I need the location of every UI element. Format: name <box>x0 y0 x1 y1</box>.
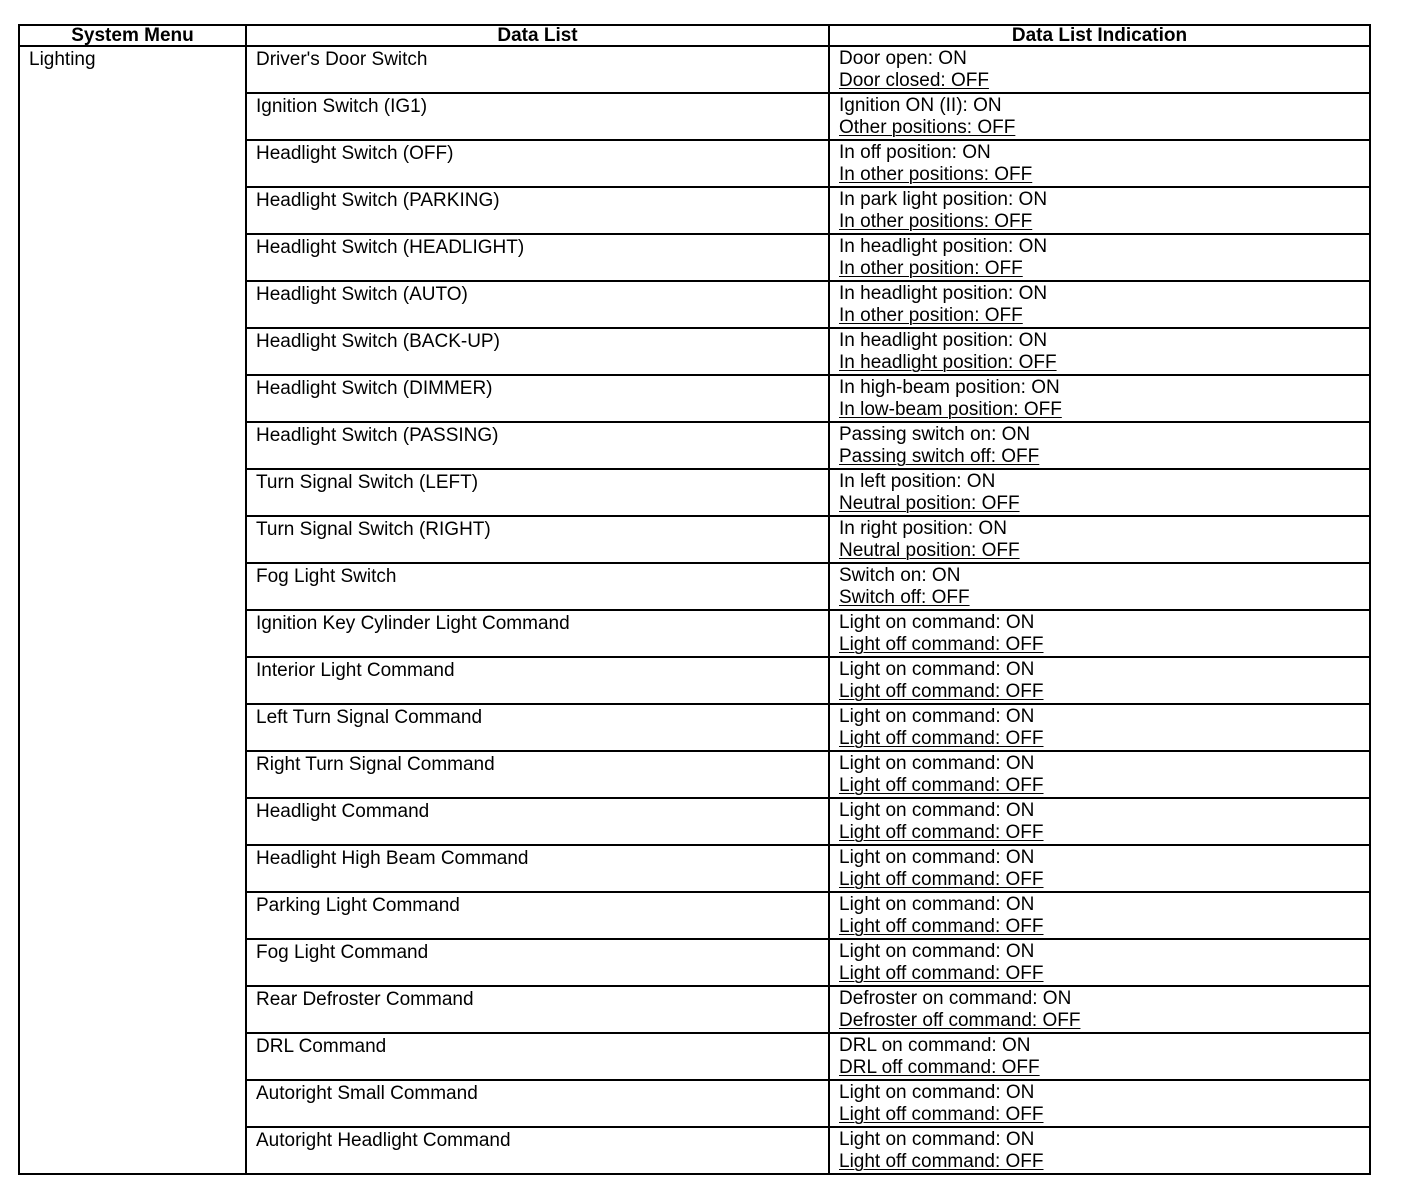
table-row <box>19 46 1370 93</box>
indication-on-text: Light on command: ON <box>839 800 1035 821</box>
indication-on-text: Light on command: ON <box>839 894 1035 915</box>
header-system-menu: System Menu <box>19 25 246 46</box>
indication-on-text: Defroster on command: ON <box>839 988 1072 1009</box>
indication-on-text: In headlight position: ON <box>839 283 1048 304</box>
indication-off-text: In headlight position: OFF <box>839 352 1057 373</box>
data-list-item: Headlight Switch (HEADLIGHT) <box>246 234 829 281</box>
indication-off-text: Door closed: OFF <box>839 70 989 91</box>
indication-on-text: In headlight position: ON <box>839 236 1048 257</box>
indication-on-text: Light on command: ON <box>839 753 1035 774</box>
indication-on-text: In park light position: ON <box>839 189 1048 210</box>
indication-off-text: Light off command: OFF <box>839 634 1044 655</box>
data-list-item: Headlight Switch (AUTO) <box>246 281 829 328</box>
data-list-item: Parking Light Command <box>246 892 829 939</box>
data-list-table <box>18 24 1371 1175</box>
indication-on-text: In off position: ON <box>839 142 991 163</box>
indication-off-text: In other position: OFF <box>839 258 1023 279</box>
indication-on-text: Passing switch on: ON <box>839 424 1031 445</box>
data-list-indication <box>829 1127 1370 1174</box>
data-list-item: Headlight Switch (PASSING) <box>246 422 829 469</box>
data-list-indication <box>829 187 1370 234</box>
indication-on-text: Ignition ON (II): ON <box>839 95 1002 116</box>
data-list-indication <box>829 46 1370 93</box>
indication-off-text: Other positions: OFF <box>839 117 1016 138</box>
indication-off-text: Switch off: OFF <box>839 587 970 608</box>
indication-off-text: Light off command: OFF <box>839 1151 1044 1172</box>
data-list-indication <box>829 234 1370 281</box>
indication-off-text: DRL off command: OFF <box>839 1057 1040 1078</box>
data-list-item: Ignition Key Cylinder Light Command <box>246 610 829 657</box>
data-list-indication <box>829 140 1370 187</box>
data-list-indication <box>829 1080 1370 1127</box>
data-list-indication <box>829 1033 1370 1080</box>
data-list-item: Headlight Command <box>246 798 829 845</box>
header-data-list: Data List <box>246 25 829 46</box>
indication-off-text: Defroster off command: OFF <box>839 1010 1081 1031</box>
indication-on-text: Switch on: ON <box>839 565 961 586</box>
data-list-item: Headlight High Beam Command <box>246 845 829 892</box>
data-list-indication <box>829 563 1370 610</box>
indication-off-text: Neutral position: OFF <box>839 493 1020 514</box>
data-list-item: Fog Light Switch <box>246 563 829 610</box>
indication-off-text: Light off command: OFF <box>839 963 1044 984</box>
indication-on-text: In right position: ON <box>839 518 1007 539</box>
indication-on-text: In headlight position: ON <box>839 330 1048 351</box>
data-list-indication <box>829 657 1370 704</box>
data-list-item: Turn Signal Switch (RIGHT) <box>246 516 829 563</box>
system-menu-cell: Lighting <box>19 46 246 1174</box>
data-list-indication <box>829 281 1370 328</box>
data-list-indication <box>829 704 1370 751</box>
data-list-item: Headlight Switch (BACK-UP) <box>246 328 829 375</box>
data-list-indication <box>829 845 1370 892</box>
indication-on-text: DRL on command: ON <box>839 1035 1031 1056</box>
indication-off-text: In other positions: OFF <box>839 211 1033 232</box>
indication-off-text: Light off command: OFF <box>839 775 1044 796</box>
data-list-item: Driver's Door Switch <box>246 46 829 93</box>
indication-on-text: Light on command: ON <box>839 659 1035 680</box>
indication-on-text: Light on command: ON <box>839 706 1035 727</box>
data-list-indication <box>829 892 1370 939</box>
data-list-indication <box>829 751 1370 798</box>
data-list-indication <box>829 469 1370 516</box>
data-list-indication <box>829 93 1370 140</box>
table-body <box>19 46 1370 1174</box>
indication-off-text: Passing switch off: OFF <box>839 446 1040 467</box>
data-list-indication <box>829 422 1370 469</box>
indication-off-text: In other positions: OFF <box>839 164 1033 185</box>
indication-on-text: Light on command: ON <box>839 1082 1035 1103</box>
data-list-item: Turn Signal Switch (LEFT) <box>246 469 829 516</box>
data-list-indication <box>829 986 1370 1033</box>
indication-off-text: Light off command: OFF <box>839 1104 1044 1125</box>
data-list-item: Headlight Switch (DIMMER) <box>246 375 829 422</box>
data-list-item: Headlight Switch (OFF) <box>246 140 829 187</box>
data-list-item: Headlight Switch (PARKING) <box>246 187 829 234</box>
indication-on-text: Door open: ON <box>839 48 967 69</box>
indication-on-text: In left position: ON <box>839 471 996 492</box>
data-list-indication <box>829 516 1370 563</box>
data-list-item: DRL Command <box>246 1033 829 1080</box>
data-list-indication <box>829 798 1370 845</box>
indication-on-text: In high-beam position: ON <box>839 377 1060 398</box>
data-list-indication <box>829 939 1370 986</box>
indication-on-text: Light on command: ON <box>839 847 1035 868</box>
data-list-item: Autoright Small Command <box>246 1080 829 1127</box>
indication-on-text: Light on command: ON <box>839 612 1035 633</box>
indication-off-text: In other position: OFF <box>839 305 1023 326</box>
data-list-item: Rear Defroster Command <box>246 986 829 1033</box>
indication-off-text: Light off command: OFF <box>839 822 1044 843</box>
indication-off-text: Light off command: OFF <box>839 916 1044 937</box>
indication-off-text: Light off command: OFF <box>839 869 1044 890</box>
data-list-item: Right Turn Signal Command <box>246 751 829 798</box>
data-list-indication <box>829 375 1370 422</box>
table-header-row <box>19 25 1370 46</box>
data-list-item: Ignition Switch (IG1) <box>246 93 829 140</box>
indication-off-text: In low-beam position: OFF <box>839 399 1062 420</box>
header-data-list-indication: Data List Indication <box>829 25 1370 46</box>
indication-off-text: Light off command: OFF <box>839 681 1044 702</box>
data-list-item: Left Turn Signal Command <box>246 704 829 751</box>
data-list-indication <box>829 610 1370 657</box>
data-list-item: Fog Light Command <box>246 939 829 986</box>
indication-on-text: Light on command: ON <box>839 941 1035 962</box>
indication-off-text: Neutral position: OFF <box>839 540 1020 561</box>
indication-off-text: Light off command: OFF <box>839 728 1044 749</box>
data-list-indication <box>829 328 1370 375</box>
data-list-item: Interior Light Command <box>246 657 829 704</box>
data-list-item: Autoright Headlight Command <box>246 1127 829 1174</box>
indication-on-text: Light on command: ON <box>839 1129 1035 1150</box>
